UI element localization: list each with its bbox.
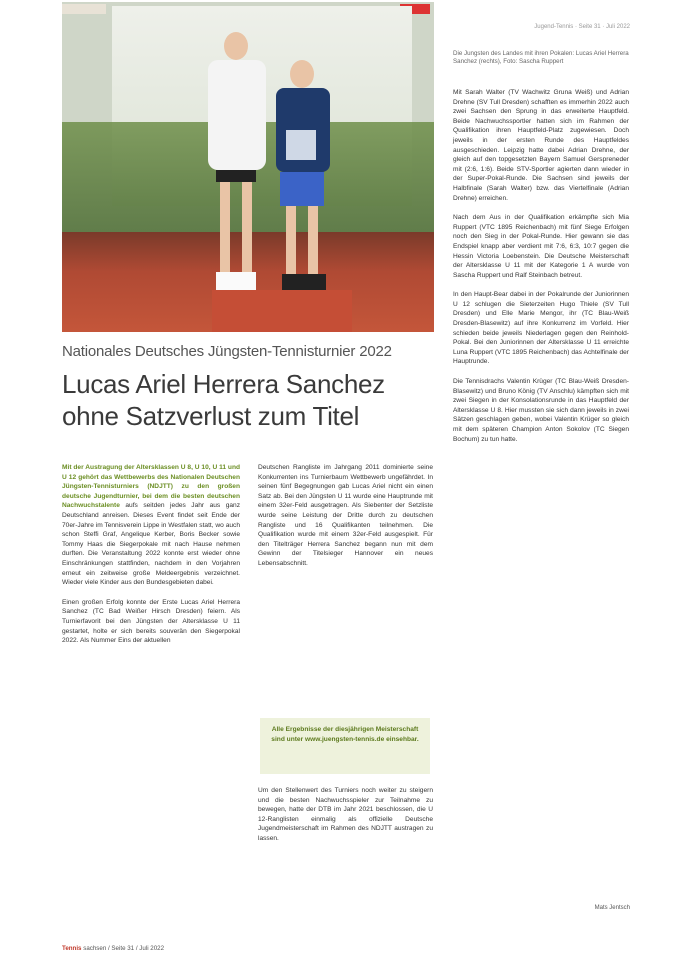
footer-brand: Tennis <box>62 945 82 952</box>
col1-paragraph-2: Einen großen Erfolg konnte der Erste Lucas Ariel Herrera Sanchez (TC Bad Weißer Hirsch Dresden) feiern. Als Turnierfavorit bei den Jüngsten der Altersklasse U 11 gestartet, holte er sich bereits souverän den Siegerpokal 2022. Als Nummer Eins der aktuellen <box>62 598 240 645</box>
pull-quote <box>260 718 430 774</box>
article-title <box>62 368 442 432</box>
page-header: Jugend-Tennis · Seite 31 · Juli 2022 <box>534 24 630 30</box>
title-line-1: Lucas Ariel Herrera Sanchez <box>62 369 385 399</box>
footer-text: sachsen / Seite 31 / Juli 2022 <box>83 945 165 952</box>
author-credit: Mats Jentsch <box>594 905 630 911</box>
photo-caption: Die Jungsten des Landes mit ihren Pokalen: Lucas Ariel Herrera Sanchez (rechts), Foto: Sascha Ruppert <box>453 50 629 65</box>
col3-paragraph-1: Mit Sarah Walter (TV Wachwitz Gruna Weiß) und Adrian Drehne (SV Tull Dresden) schafften es immerhin 2022 auch zwei Sachsen den Sprung in das erweiterte Hauptfeld. Beide Nachwuchssportler hatten sich im Rahmen der Qualifikation ihren Hauptfeld-Platz zugewiesen. Doch jeweils in der ersten Runde des Hauptfeldes ausgeschieden. Leipzig hatte dabei Adrian Drehne, der gleich auf den topgesetzten Bayern Samuel Gerspreneder mit (2:6, 1:6). Beide STV-Sportler agierten dann wieder in der Super-Pokal-Runde. Die Sachsen sind jeweils der Halbfinale (Sarah Walter) bzw. das Viertelfinale (Adrian Drehne) erreichen. <box>453 89 629 202</box>
page-footer <box>62 945 164 952</box>
column-2 <box>258 463 433 579</box>
col3-paragraph-3: In den Haupt-Bear dabei in der Pokalrunde der Juniorinnen U 12 schlugen die Sieterzeiten Hugo Thiele (SV Tull Dresden) und Elle Marie Mengor, ihr (TC Blau-Weiß Dresden-Blasewitz) auf ihre Konkurrenz im Vorfeld. Hier schieden beide jeweils Niederlagen gegen den Reinhold-Pokal. Bei den Juniorinnen der Altersklasse U 11 erreichte Luna Ruppert (VTC 1895 Reichenbach) das Achtelfinale der Hauptrunde. <box>453 291 629 366</box>
column-3 <box>453 88 629 454</box>
title-line-2: ohne Satzverlust zum Titel <box>62 401 360 431</box>
col1-paragraph-1: aufs seitden jedes Jahr aus ganz Deutschland anreisen. Dieses Event findet seit Ende der 70er-Jahre im Tennisverein Lippe in Westfalen statt, wo auch schon Steffi Graf, Angelique Kerber, Boris Becker sowie Tommy Haas die Siegerpokale mit nach Hause nehmen durften. Die Veranstaltung 2022 konnte erst wieder ohne Einschränkungen stattfinden, nachdem in den Vorjahren erneut ein zeitweise große Meldeergebnis verzeichnet. Wieder viele Kinder aus den Bundesgebieten dabei. <box>62 502 240 587</box>
article-kicker: Nationales Deutsches Jüngsten-Tennisturnier 2022 <box>62 343 392 360</box>
column-2b <box>258 786 433 854</box>
pull-quote-text: Alle Ergebnisse der diesjährigen Meisterschaft sind unter www.juengsten-tennis.de einsehbar. <box>271 726 419 743</box>
player-figure-left <box>202 32 272 297</box>
col2-paragraph-1: Deutschen Rangliste im Jahrgang 2011 dominierte seine Konkurrenten ins Turnierbaum Wettbewerb ungefährdet. In seinen fünf Begegnungen gab Lucas Ariel nicht ein einen Satz ab. Bei den Jüngsten U 11 wurde eine Hauptrunde mit einem 32er-Feld ausgetragen. Als Siebenter der Setzliste wurde seine Leistung der Dritte durch zu deutschen Rangliste und 16 Qualifikanten teilnehmen. Die Qualifikation wurde mit einem 32er-Feld ausgespielt. Für den Titelträger Herrera Sanchez begann nun mit dem Gewinn der Titelsieger Hannover ein neues Lebensabschnitt. <box>258 464 433 567</box>
col3-paragraph-2: Nach dem Aus in der Qualifikation erkämpfte sich Mia Ruppert (VTC 1895 Reichenbach) mit fünf Siege Erfolgen noch den Sieg in der Pokal-Runde. Hier gewann sie das Endspiel knapp aber verdient mit 7:6, 6:3, 10:7 gegen die Hessin Victoria Loebenstein. Die Deutsche Meisterschaft der Altersklasse U 11 mit der Kategorie 1 A wurde von Sascha Ruppert und Ralf Steinbach betreut. <box>453 214 629 279</box>
col2-paragraph-2: Um den Stellenwert des Turniers noch weiter zu steigern und die besten Nachwuchsspieler zur Teilnahme zu bewegen, hatte der DTB im Jahr 2021 beschlossen, die U 12-Ranglisten einmalig als offizielle Deutsche Jugendmeisterschaft im Rahmen des NDJTT austragen zu lassen. <box>258 787 433 842</box>
column-1 <box>62 463 240 656</box>
lead-paragraph: Mit der Austragung der Altersklassen U 8, U 10, U 11 und U 12 gehört das Wettbewerbs des Nationalen Deutschen Jüngsten-Tennisturniers (NDJTT) zu den großen deutsche Jugendturnier, bei dem die besten deutschen Nachwuchstalente <box>62 464 240 510</box>
player-figure-right <box>274 60 332 298</box>
hero-photo <box>62 2 434 332</box>
col3-paragraph-4: Die Tennisdrachs Valentin Krüger (TC Blau-Weiß Dresden-Blasewitz) und Bruno König (TV Anschlu) kämpften sich mit zwei Siegen in der Konsolationsrunde in das Hauptfeld der Altersklasse U 8. Hier mussten sie sich dann jeweils in zwei Sätzen geschlagen geben, wobei Valentin Krüger so gleich mit dem späteren Champion Anton Sokolov (TC Siegen Bochum) zu tun hatte. <box>453 378 629 443</box>
logo-tick <box>62 4 106 14</box>
